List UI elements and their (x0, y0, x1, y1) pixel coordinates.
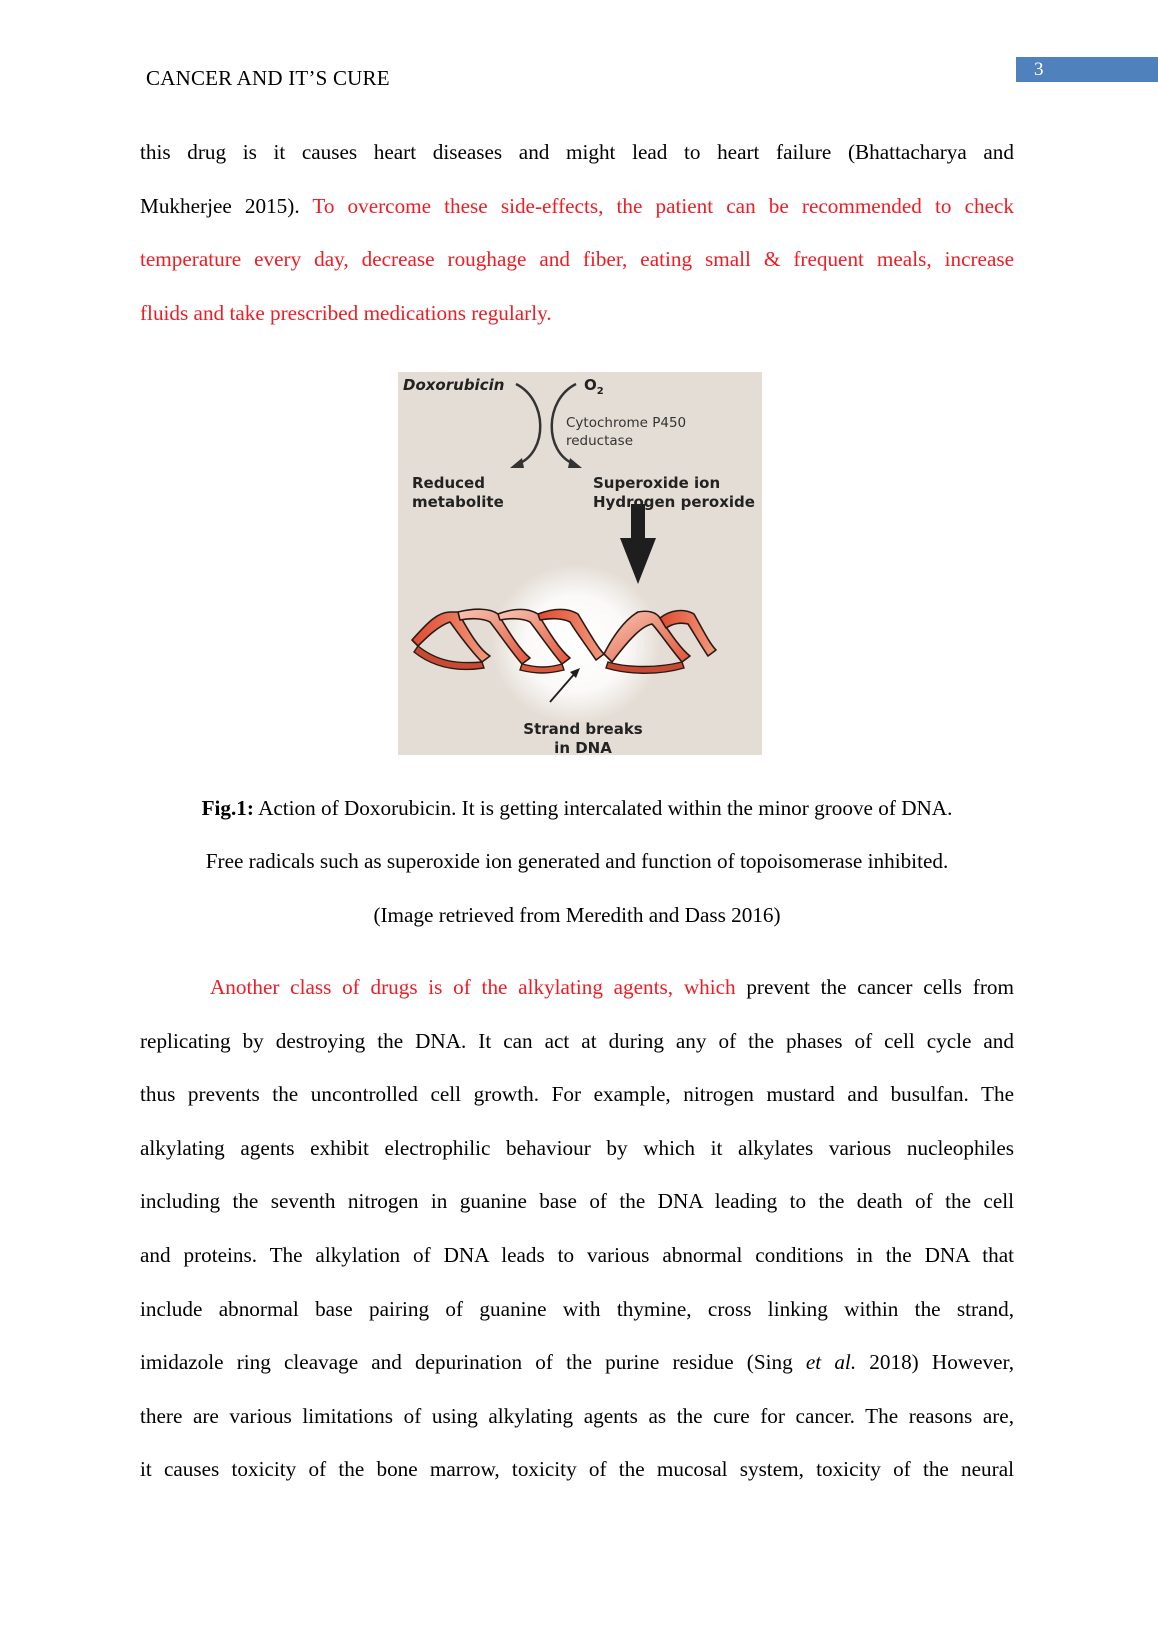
down-arrow-head (620, 538, 656, 584)
text-line: thus prevents the uncontrolled cell growth. For example, nitrogen mustard and busulfan. The (140, 1082, 1014, 1107)
running-header-title: CANCER AND IT’S CURE (146, 66, 390, 90)
figure-label-oxygen (584, 376, 604, 397)
enzyme-line-1: Cytochrome P450 (566, 415, 687, 431)
text-run: imidazole ring cleavage and depurination of the purine residue (Sing (140, 1350, 806, 1375)
page-number-badge: 3 (1016, 57, 1158, 82)
enzyme-line-2: reductase (566, 433, 634, 449)
figure-label-reduced-metabolite (412, 474, 532, 512)
text-line: alkylating agents exhibit electrophilic behaviour by which it alkylates various nucleophiles (140, 1135, 1014, 1160)
label-line: Superoxide ion (593, 474, 721, 492)
figure-caption-label: Fig.1: (201, 796, 254, 820)
figure-label-reactive-oxygen (593, 474, 762, 512)
text-line (140, 1336, 1014, 1390)
text-line (140, 180, 1014, 234)
text-run: this drug is it causes heart diseases and might lead to heart failure (Bhattacharya and (140, 140, 1014, 164)
label-line: Reduced (412, 474, 485, 492)
highlighted-text-line (140, 287, 1014, 341)
text-run: prevent the cancer cells from (735, 975, 1014, 999)
figure-label-enzyme (566, 414, 716, 450)
reaction-arrow-left (516, 384, 540, 464)
label-line: Strand breaks (523, 720, 643, 738)
text-line: include abnormal base pairing of guanine with thymine, cross linking within the strand, (140, 1296, 1014, 1321)
figure-caption-line-1 (140, 782, 1014, 836)
text-line (140, 126, 1014, 180)
doxorubicin-mechanism-figure (398, 372, 762, 755)
oxygen-symbol: O (584, 376, 597, 394)
paragraph-alkylating-agents (140, 961, 1014, 1497)
caption-text: Action of Doxorubicin. It is getting intercalated within the minor groove of DNA. (253, 796, 953, 820)
text-run: Mukherjee 2015). (140, 193, 313, 218)
oxygen-subscript: 2 (596, 386, 604, 397)
highlighted-text: To overcome these side-effects, the patient can be recommended to check (312, 193, 1015, 218)
highlighted-text: Another class of drugs is of the alkylating agents, which (210, 975, 736, 999)
text-run: 2018) However, (856, 1350, 1014, 1375)
highlighted-text: fluids and take prescribed medications regularly. (140, 300, 552, 325)
figure-label-doxorubicin: Doxorubicin (403, 376, 505, 394)
text-line: including the seventh nitrogen in guanine base of the DNA leading to the death of the cell (140, 1189, 1014, 1214)
highlighted-text-line (140, 233, 1014, 287)
figure-caption-source: (Image retrieved from Meredith and Dass 2016) (373, 903, 781, 927)
label-line: Hydrogen peroxide (593, 493, 755, 511)
text-line (140, 961, 1014, 1015)
text-line: there are various limitations of using alkylating agents as the cure for cancer. The reasons are, (140, 1403, 1014, 1428)
label-line: in DNA (554, 739, 612, 755)
text-line: it causes toxicity of the bone marrow, toxicity of the mucosal system, toxicity of the neural (140, 1457, 1014, 1482)
paragraph-side-effects (140, 126, 1014, 340)
figure-label-strand-breaks (508, 720, 658, 755)
figure-caption-line-2: Free radicals such as superoxide ion generated and function of topoisomerase inhibited. (205, 849, 949, 873)
label-line: metabolite (412, 493, 504, 511)
highlighted-text: temperature every day, decrease roughage and fiber, eating small & frequent meals, increase (140, 247, 1014, 272)
text-line: and proteins. The alkylation of DNA leads to various abnormal conditions in the DNA that (140, 1242, 1014, 1267)
italic-citation: et al. (805, 1350, 857, 1375)
text-line: replicating by destroying the DNA. It can act at during any of the phases of cell cycle and (140, 1028, 1014, 1053)
